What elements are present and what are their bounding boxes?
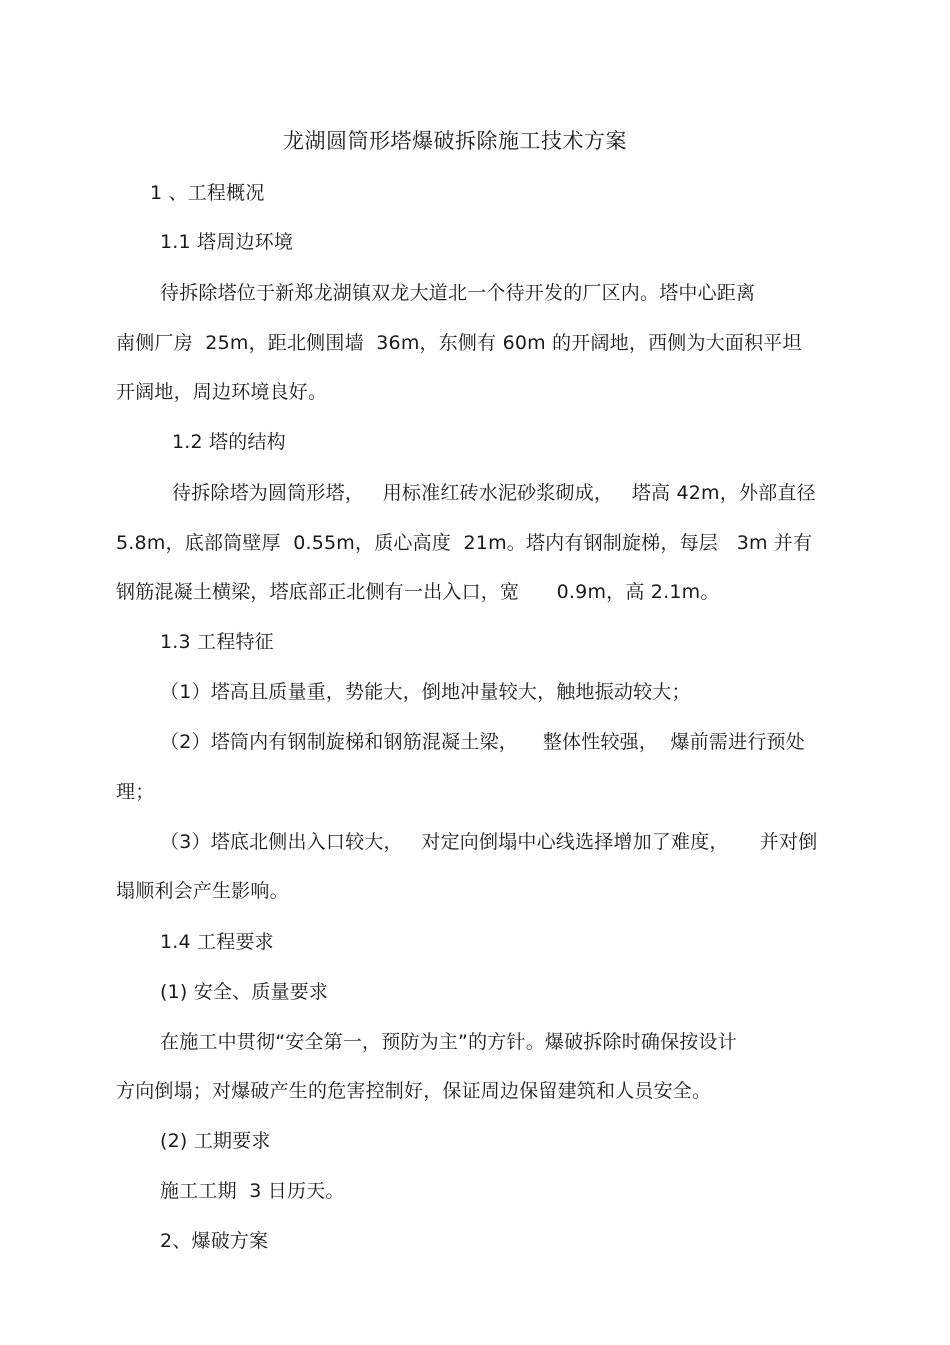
paragraph-line: 钢筋混凝土横梁，塔底部正北侧有一出入口，宽 0.9m，高 2.1m。 <box>116 581 720 603</box>
heading-1-1: 1.1 塔周边环境 <box>160 231 294 253</box>
paragraph-line: 待拆除塔位于新郑龙湖镇双龙大道北一个待开发的厂区内。塔中心距离 <box>160 282 756 304</box>
paragraph-line: 待拆除塔为圆筒形塔， 用标准红砖水泥砂浆砌成， 塔高 42m，外部直径 <box>172 482 816 504</box>
heading-2: 2、爆破方案 <box>160 1230 269 1252</box>
subheading: (1) 安全、质量要求 <box>160 981 329 1003</box>
list-item: （2）塔筒内有钢制旋梯和钢筋混凝土梁， 整体性较强， 爆前需进行预处 <box>160 731 805 753</box>
heading-1: 1 、工程概况 <box>150 182 265 204</box>
paragraph-line: 南侧厂房 25m，距北侧围墙 36m，东侧有 60m 的开阔地，西侧为大面积平坦 <box>116 332 802 354</box>
paragraph-line: 施工工期 3 日历天。 <box>160 1180 345 1202</box>
subheading: (2) 工期要求 <box>160 1130 271 1152</box>
paragraph-line: 5.8m，底部筒壁厚 0.55m，质心高度 21m。塔内有钢制旋梯，每层 3m 并有 <box>116 532 813 554</box>
list-item: （1）塔高且质量重，势能大，倒地冲量较大，触地振动较大； <box>160 681 691 703</box>
heading-1-4: 1.4 工程要求 <box>160 931 274 953</box>
list-item: （3）塔底北侧出入口较大， 对定向倒塌中心线选择增加了难度， 并对倒 <box>160 831 818 853</box>
list-item-continuation: 理； <box>116 781 155 803</box>
paragraph-line: 方向倒塌；对爆破产生的危害控制好，保证周边保留建筑和人员安全。 <box>116 1080 712 1102</box>
paragraph-line: 在施工中贯彻“安全第一，预防为主”的方针。爆破拆除时确保按设计 <box>160 1031 737 1053</box>
list-item-continuation: 塌顺利会产生影响。 <box>116 880 289 902</box>
paragraph-line: 开阔地，周边环境良好。 <box>116 381 328 403</box>
heading-1-3: 1.3 工程特征 <box>160 631 274 653</box>
document-title: 龙湖圆筒形塔爆破拆除施工技术方案 <box>283 129 627 153</box>
heading-1-2: 1.2 塔的结构 <box>172 431 286 453</box>
